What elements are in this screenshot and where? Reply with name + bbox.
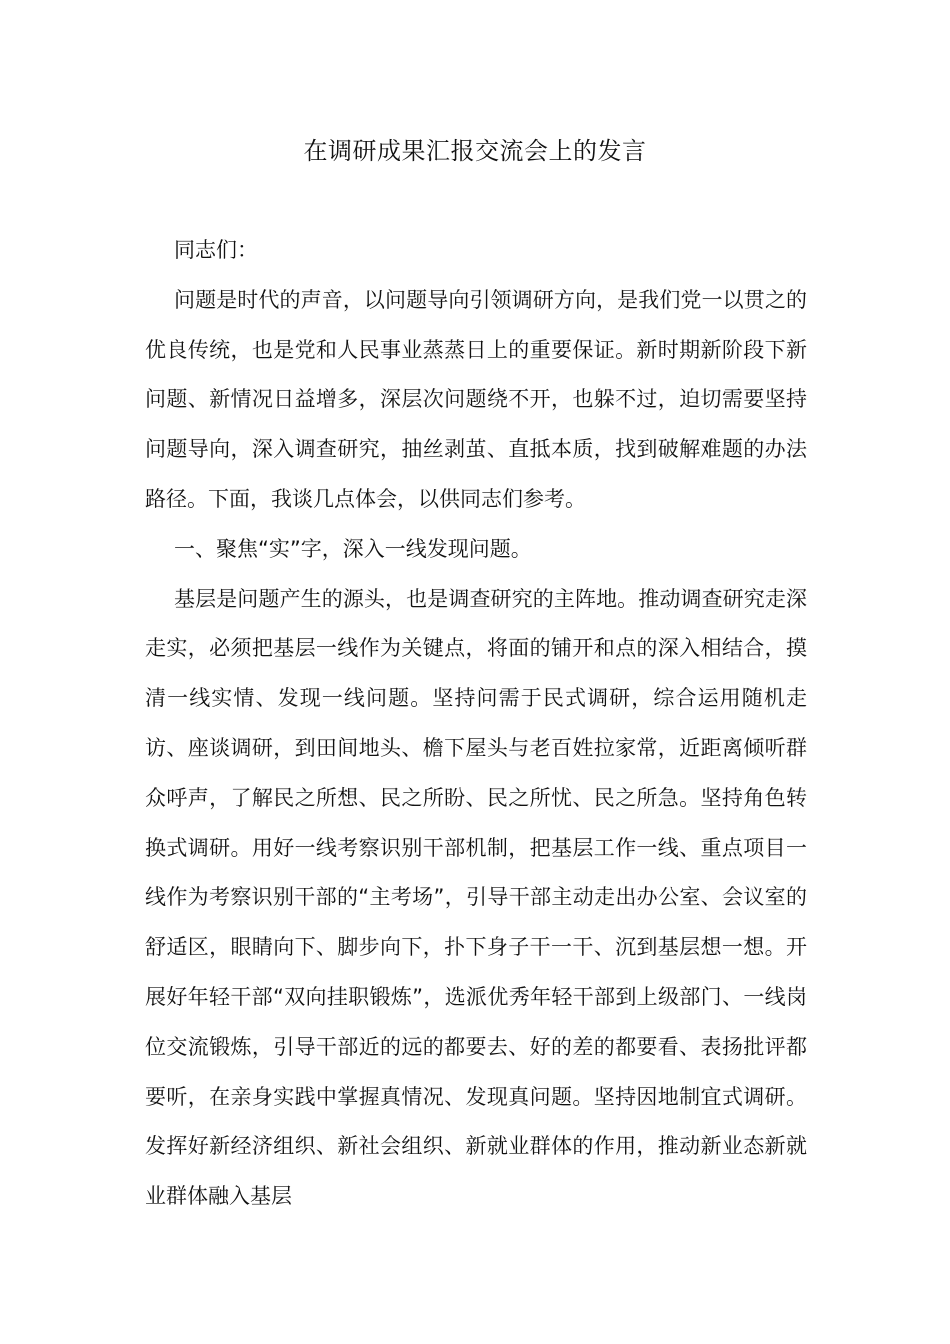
document-body <box>145 226 807 1222</box>
salutation-paragraph: 同志们： <box>174 238 258 262</box>
document-title: 在调研成果汇报交流会上的发言 <box>303 137 647 165</box>
section-heading: 一、聚焦“实”字，深入一线发现问题。 <box>174 536 532 561</box>
section-body-paragraph: 基层是问题产生的源头，也是调查研究的主阵地。推动调查研究走深走实，必须把基层一线作为关键点，将面的铺开和点的深入相结合，摸清一线实情、发现一线问题。坚持问需于民式调研，综合运用随机走访、座谈调研，到田间地头、檐下屋头与老百姓拉家常，近距离倾听群众呼声，了解民之所想、民之所盼、民之所忧、民之所急。坚持角色转换式调研。用好一线考察识别干部机制，把基层工作一线、重点项目一线作为考察识别干部的“主考场”，引导干部主动走出办公室、会议室的舒适区，眼睛向下、脚步向下，扑下身子干一干、沉到基层想一想。开展好年轻干部“双向挂职锻炼”，选派优秀年轻干部到上级部门、一线岗位交流锻炼，引导干部近的远的都要去、好的差的都要看、表扬批评都要听，在亲身实践中掌握真情况、发现真问题。坚持因地制宜式调研。发挥好新经济组织、新社会组织、新就业群体的作用，推动新业态新就业群体融入基层 <box>145 586 807 1209</box>
intro-paragraph: 问题是时代的声音，以问题导向引领调研方向，是我们党一以贯之的优良传统，也是党和人民事业蒸蒸日上的重要保证。新时期新阶段下新问题、新情况日益增多，深层次问题绕不开，也躲不过，迫切需要坚持问题导向，深入调查研究，抽丝剥茧、直抵本质，找到破解难题的办法路径。下面，我谈几点体会，以供同志们参考。 <box>145 287 807 511</box>
